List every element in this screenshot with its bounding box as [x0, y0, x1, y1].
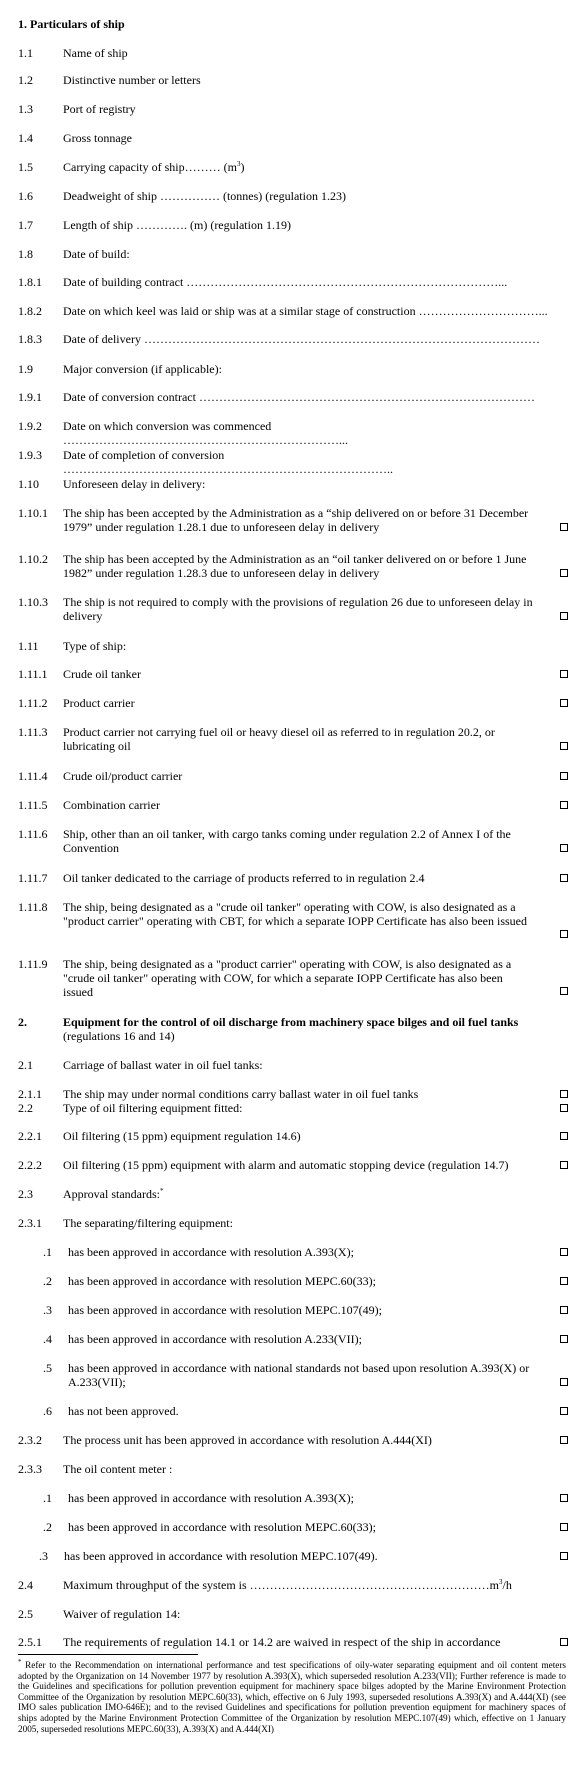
checkbox[interactable] [560, 1132, 568, 1140]
checkbox[interactable] [560, 612, 568, 620]
item-text: The ship is not required to comply with the provisions of regulation 26 due to unforeseen delay in delivery [63, 595, 533, 623]
item-text: Date of building contract ……………………………………………………………………... [63, 275, 508, 289]
item-text: Oil tanker dedicated to the carriage of products referred to in regulation 2.4 [63, 871, 425, 885]
item-number: 2.3.2 [18, 1433, 42, 1447]
checkbox[interactable] [560, 1248, 568, 1256]
item-number: 1.4 [18, 131, 33, 145]
item-number: 1.1 [18, 46, 33, 60]
item-text: has not been approved. [68, 1404, 179, 1418]
item-text: The ship has been accepted by the Administration as an “oil tanker delivered on or before 1 June 1982” under regulation 1.28.3 due to unforeseen delay in delivery [63, 552, 527, 580]
item-number: .1 [43, 1245, 52, 1259]
item-text: Oil filtering (15 ppm) equipment regulation 14.6) [63, 1129, 301, 1143]
item-number: 1.11.1 [18, 667, 48, 681]
checkbox[interactable] [560, 987, 568, 995]
item-number: .2 [43, 1274, 52, 1288]
checkbox[interactable] [560, 930, 568, 938]
item-text: Port of registry [63, 102, 136, 116]
item-number: 1.8.3 [18, 332, 42, 346]
item-text: The requirements of regulation 14.1 or 14.2 are waived in respect of the ship in accordance [63, 1635, 501, 1649]
item-number: 1.8.1 [18, 275, 42, 289]
checkbox[interactable] [560, 1552, 568, 1560]
item-number: 1.11.9 [18, 957, 48, 971]
item-number: 2.4 [18, 1578, 33, 1592]
checkbox[interactable] [560, 699, 568, 707]
checkbox[interactable] [560, 1104, 568, 1112]
item-text: has been approved in accordance with resolution A.233(VII); [68, 1332, 362, 1346]
checkbox[interactable] [560, 1335, 568, 1343]
item-text: Crude oil/product carrier [63, 769, 183, 783]
item-text: Length of ship …………. (m) (regulation 1.19) [63, 218, 291, 232]
item-text: Type of ship: [63, 639, 127, 653]
item-number: 1.11.3 [18, 725, 48, 739]
item-number: 1.2 [18, 73, 33, 87]
item-number: 1.9.2 [18, 419, 42, 433]
checkbox[interactable] [560, 670, 568, 678]
item-number: 1.6 [18, 189, 33, 203]
footnote-marker: * [159, 1187, 164, 1195]
item-number: 1.10.2 [18, 552, 48, 566]
item-text: Name of ship [63, 46, 128, 60]
checkbox[interactable] [560, 1436, 568, 1444]
checkbox[interactable] [560, 844, 568, 852]
section-2-heading-text [63, 1015, 553, 1043]
item-text: has been approved in accordance with resolution MEPC.60(33); [68, 1520, 376, 1534]
footnote [18, 1657, 566, 1734]
checkbox[interactable] [560, 1378, 568, 1386]
item-text: Waiver of regulation 14: [63, 1607, 181, 1621]
checkbox[interactable] [560, 874, 568, 882]
item-number: 1.9 [18, 362, 33, 376]
item-number: 2.3.3 [18, 1462, 42, 1476]
item-number: 1.11 [18, 639, 39, 653]
item-text: Deadweight of ship …………… (tonnes) (regulation 1.23) [63, 189, 346, 203]
item-number: 1.10 [18, 477, 39, 491]
footnote-separator [18, 1654, 198, 1655]
item-text: Date of completion of conversion ……………………………………………………………………….. [63, 448, 393, 476]
item-text: Crude oil tanker [63, 667, 141, 681]
item-text: The ship has been accepted by the Administration as a “ship delivered on or before 31 December 1979” under regulation 1.28.1 due to unforeseen delay in delivery [63, 506, 529, 534]
item-number: 1.5 [18, 160, 33, 174]
checkbox[interactable] [560, 569, 568, 577]
item-number: 2.1.1 [18, 1087, 42, 1101]
item-number: 1.11.2 [18, 696, 48, 710]
checkbox[interactable] [560, 1638, 568, 1646]
item-number: .1 [43, 1491, 52, 1505]
item-text: Type of oil filtering equipment fitted: [63, 1101, 243, 1115]
section-1-title: 1. Particulars of ship [18, 17, 125, 31]
item-text: Date on which conversion was commenced ……………………………………………………………... [63, 419, 348, 447]
checkbox[interactable] [560, 1090, 568, 1098]
item-text: Date of delivery ……………………………………………………………………………………… [63, 332, 540, 346]
item-text: has been approved in accordance with resolution MEPC.60(33); [68, 1274, 376, 1288]
item-number: 1.11.6 [18, 827, 48, 841]
item-text: Gross tonnage [63, 131, 132, 145]
item-number: .6 [43, 1404, 52, 1418]
footnote-text: Refer to the Recommendation on international performance and test specifications of oily-water separating equipment and oil content meters adopted by the Organization on 14 November 1977 by resolution A.393(X), which superseded resolution A.233(VII); Further reference is made to the Guidelines and specifications for pollution prevention equipment for machinery space bilges adopted by the Marine Environment Protection Committee of the Organization by resolution MEPC.60(33), which, effective on 6 July 1993, superseded resolutions A.393(X) and A.444(XI) (see IMO sales publication IMO-646E); and to the revised Guidelines and specifications for pollution prevention equipment for machinery spaces of ships adopted by the Marine Environment Protection Committee of the Organization by resolution MEPC.107(49) which, effective on 1 January 2005, superseded resolutions MEPC.60(33), A.393(X) and A.444(XI) [18, 1660, 566, 1734]
item-number: 2.5 [18, 1607, 33, 1621]
checkbox[interactable] [560, 801, 568, 809]
item-number: .5 [43, 1361, 52, 1375]
checkbox[interactable] [560, 1306, 568, 1314]
item-text: has been approved in accordance with resolution A.393(X); [68, 1491, 354, 1505]
item-number: 1.8 [18, 247, 33, 261]
item-text: Distinctive number or letters [63, 73, 201, 87]
item-number: 2.2.2 [18, 1158, 42, 1172]
checkbox[interactable] [560, 1407, 568, 1415]
checkbox[interactable] [560, 772, 568, 780]
item-number: 1.8.2 [18, 304, 42, 318]
item-text: The ship, being designated as a "product carrier" operating with COW, is also designated as a "crude oil tanker" operating with COW, for which a separate IOPP Certificate has also been issued [63, 957, 512, 999]
item-number: 1.11.5 [18, 798, 48, 812]
item-number: 1.10.1 [18, 506, 48, 520]
item-number: 1.3 [18, 102, 33, 116]
section-2-title: Equipment for the control of oil discharge from machinery space bilges and oil fuel tanks [63, 1015, 519, 1029]
item-text: has been approved in accordance with resolution MEPC.107(49); [68, 1303, 382, 1317]
checkbox[interactable] [560, 1494, 568, 1502]
checkbox[interactable] [560, 1161, 568, 1169]
item-text: The separating/filtering equipment: [63, 1216, 233, 1230]
item-number: 2.1 [18, 1058, 33, 1072]
item-number: 1.7 [18, 218, 33, 232]
footnote-marker: * [18, 1657, 22, 1666]
item-text: Oil filtering (15 ppm) equipment with alarm and automatic stopping device (regulation 14.7) [63, 1158, 509, 1172]
item-text: Product carrier not carrying fuel oil or heavy diesel oil as referred to in regulation 20.2, or lubricating oil [63, 725, 495, 753]
item-text: Combination carrier [63, 798, 160, 812]
item-text: The oil content meter : [63, 1462, 173, 1476]
section-2-subtitle: (regulations 16 and 14) [63, 1029, 175, 1043]
item-text: The ship may under normal conditions carry ballast water in oil fuel tanks [63, 1087, 419, 1101]
item-number: 2.3.1 [18, 1216, 42, 1230]
checkbox[interactable] [560, 523, 568, 531]
item-text: has been approved in accordance with resolution A.393(X); [68, 1245, 354, 1259]
item-text: Ship, other than an oil tanker, with cargo tanks coming under regulation 2.2 of Annex I of the Convention [63, 827, 511, 855]
section-2-number: 2. [18, 1015, 27, 1029]
item-number: .3 [39, 1549, 48, 1563]
item-text: The process unit has been approved in accordance with resolution A.444(XI) [63, 1433, 432, 1447]
item-number: .4 [43, 1332, 52, 1346]
checkbox[interactable] [560, 1523, 568, 1531]
item-number: .2 [43, 1520, 52, 1534]
item-number: 1.9.3 [18, 448, 42, 462]
item-number: 2.3 [18, 1187, 33, 1201]
item-text: Unforeseen delay in delivery: [63, 477, 206, 491]
item-text: Maximum throughput of the system is $\dots\dots\dots\dots\dots\dots\dots\dots\dots\dots\dots\dots\dots\dots\dots\dots\dots\dots\dots\dots m^3/h$ [63, 1578, 512, 1592]
item-text: Approval standards: [63, 1187, 160, 1201]
item-number: 2.2.1 [18, 1129, 42, 1143]
item-number: 1.11.4 [18, 769, 48, 783]
item-number: 1.9.1 [18, 390, 42, 404]
item-text: Carriage of ballast water in oil fuel tanks: [63, 1058, 263, 1072]
item-text: has been approved in accordance with national standards not based upon resolution A.393(X) or A.233(VII); [68, 1361, 530, 1389]
item-text: Date of build: [63, 247, 130, 261]
item-number: 1.11.8 [18, 900, 48, 914]
item-number: 2.5.1 [18, 1635, 42, 1649]
item-text: Major conversion (if applicable): [63, 362, 222, 376]
item-text: Carrying capacity of ship……… $(m^3)$ [63, 160, 245, 174]
item-number: 1.10.3 [18, 595, 48, 609]
item-number: 1.11.7 [18, 871, 48, 885]
item-text: Date on which keel was laid or ship was at a similar stage of construction …………………………... [63, 304, 548, 318]
item-text: has been approved in accordance with resolution MEPC.107(49). [64, 1549, 378, 1563]
item-text: Date of conversion contract ………………………………………………………………………… [63, 390, 535, 404]
checkbox[interactable] [560, 1277, 568, 1285]
item-text: The ship, being designated as a "crude oil tanker" operating with COW, is also designated as a "product carrier" operating with CBT, for which a separate IOPP Certificate has also been issued [63, 900, 527, 928]
item-text: Product carrier [63, 696, 135, 710]
item-number: 2.2 [18, 1101, 33, 1115]
item-number: .3 [43, 1303, 52, 1317]
item-text-wrap [63, 1187, 553, 1201]
checkbox[interactable] [560, 742, 568, 750]
